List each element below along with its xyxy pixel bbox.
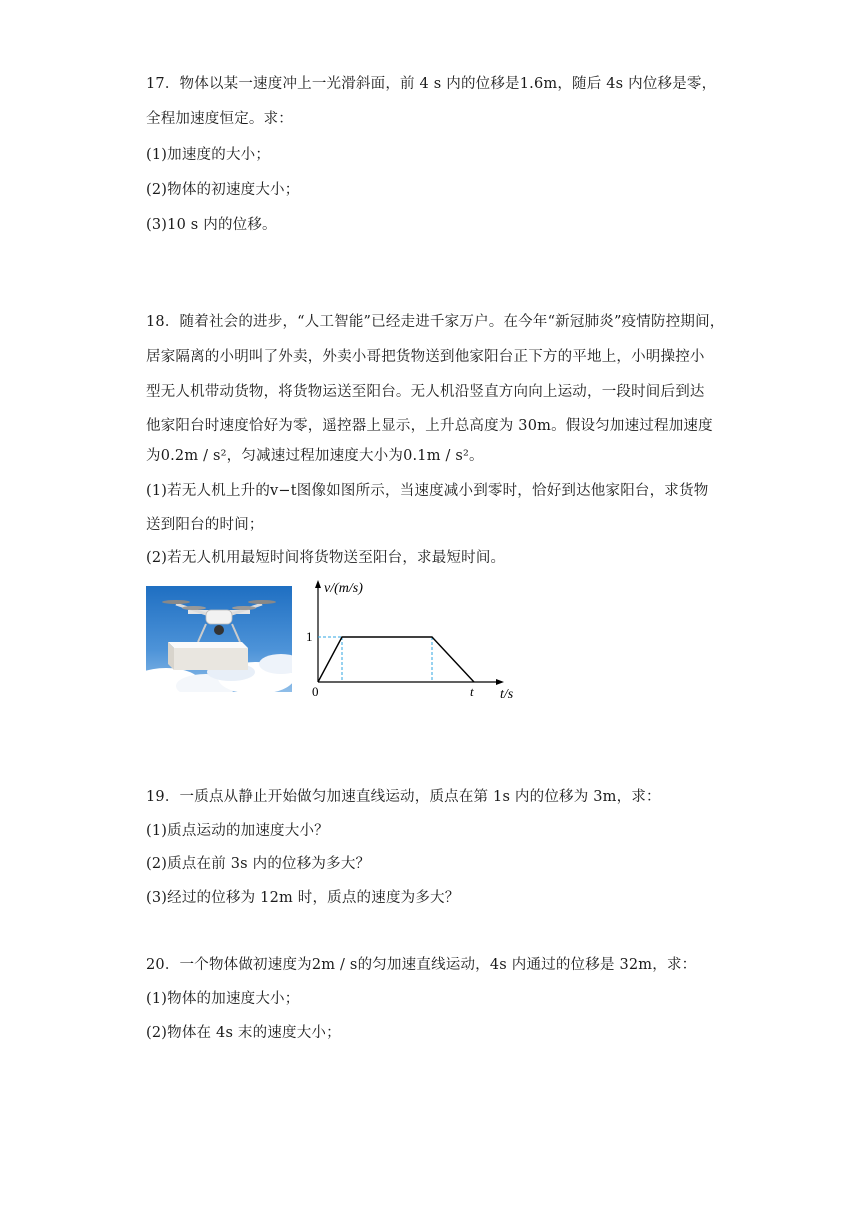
- v-t-graph: [300, 574, 530, 704]
- y-axis-arrow: [315, 580, 321, 588]
- y-axis-label: v/(m/s): [324, 581, 363, 596]
- q18-line4: 他家阳台时速度恰好为零，遥控器上显示，上升总高度为 30m。假设匀加速过程加速度: [146, 418, 713, 434]
- q19-line1: 19．一质点从静止开始做匀加速直线运动，质点在第 1s 内的位移为 3m，求：: [146, 789, 661, 805]
- x-axis-arrow: [496, 679, 504, 685]
- q17-sub2: (2)物体的初速度大小；: [146, 182, 300, 198]
- q18-sub1-line2: 送到阳台的时间；: [146, 517, 264, 533]
- x-axis-label: t/s: [500, 687, 514, 702]
- origin-label: 0: [312, 684, 319, 699]
- drone-illustration: [146, 586, 292, 692]
- q18-line1: 18．随着社会的进步，“人工智能”已经走进千家万户。在今年“新冠肺炎”疫情防控期间，: [146, 314, 725, 330]
- q17-sub1: (1)加速度的大小；: [146, 147, 271, 163]
- q20-line1: 20．一个物体做初速度为2m / s的匀加速直线运动，4s 内通过的位移是 32m，求：: [146, 957, 697, 973]
- q19-sub1: (1)质点运动的加速度大小？: [146, 823, 329, 839]
- q18-sub2: (2)若无人机用最短时间将货物送至阳台，求最短时间。: [146, 550, 506, 566]
- q17-line1: 17．物体以某一速度冲上一光滑斜面，前 4 s 内的位移是1.6m，随后 4s 内位移是零，: [146, 76, 717, 92]
- v-t-graph-svg: [300, 574, 530, 704]
- q19-sub3: (3)经过的位移为 12m 时，质点的速度为多大？: [146, 890, 460, 906]
- q20-sub1: (1)物体的加速度大小；: [146, 991, 300, 1007]
- q18-sub1-line1: (1)若无人机上升的v−t图像如图所示，当速度减小到零时，恰好到达他家阳台，求货物: [146, 483, 709, 499]
- t-mark-label: t: [470, 684, 474, 699]
- q17-sub3: (3)10 s 内的位移。: [146, 217, 277, 233]
- y-tick-label: 1: [306, 629, 313, 644]
- q19-sub2: (2)质点在前 3s 内的位移为多大？: [146, 856, 371, 872]
- q18-line2: 居家隔离的小明叫了外卖，外卖小哥把货物送到他家阳台正下方的平地上，小明操控小: [146, 349, 705, 365]
- v-t-curve: [318, 637, 474, 682]
- drone-photo: [146, 586, 292, 692]
- q18-line5: 为0.2m / s²，匀减速过程加速度大小为0.1m / s²。: [146, 448, 484, 464]
- q18-line3: 型无人机带动货物，将货物运送至阳台。无人机沿竖直方向向上运动，一段时间后到达: [146, 384, 705, 400]
- q17-line2: 全程加速度恒定。求：: [146, 111, 293, 127]
- q20-sub2: (2)物体在 4s 末的速度大小；: [146, 1025, 341, 1041]
